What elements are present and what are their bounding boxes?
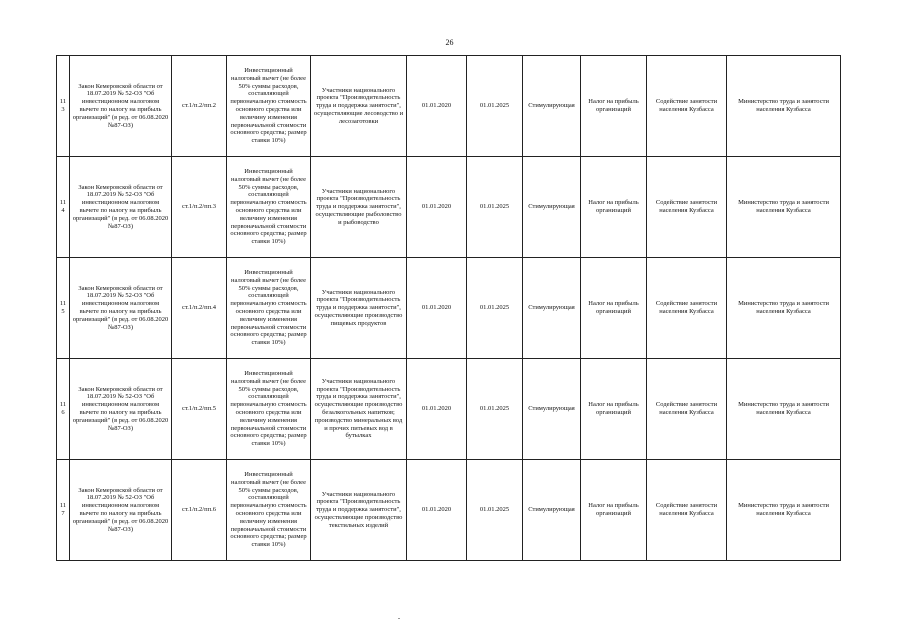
start-date: 01.01.2020 (407, 460, 467, 561)
end-date: 01.01.2025 (467, 56, 523, 157)
tax-name: Налог на прибыль организаций (581, 157, 647, 258)
law-reference: Закон Кемеровской области от 18.07.2019 № 52-ОЗ "Об инвестиционном налоговом вычете по налогу на прибыль организаций" (в ред. от 06.08.2020 №87-ОЗ) (70, 258, 172, 359)
benefit-recipients: Участники национального проекта "Производительность труда и поддержка занятости", осуществляющие производство пищевых продуктов (311, 258, 407, 359)
benefit-type: Стимулирующая (523, 460, 581, 561)
law-reference: Закон Кемеровской области от 18.07.2019 № 52-ОЗ "Об инвестиционном налоговом вычете по налогу на прибыль организаций" (в ред. от 06.08.2020 №87-ОЗ) (70, 157, 172, 258)
table-row (57, 157, 841, 258)
start-date: 01.01.2020 (407, 359, 467, 460)
benefit-description: Инвестиционный налоговый вычет (не более 50% суммы расходов, составляющей первоначальную стоимость основного средства или величину изменения первоначальной стоимости основного средства; размер ставки 10%) (227, 157, 311, 258)
curator-ministry: Министерство труда и занятости населения Кузбасса (727, 359, 841, 460)
table-row (57, 460, 841, 561)
article-reference: ст.1/п.2/пп.6 (172, 460, 227, 561)
benefit-goal: Содействие занятости населения Кузбасса (647, 359, 727, 460)
benefit-goal: Содействие занятости населения Кузбасса (647, 258, 727, 359)
table-body (57, 56, 841, 561)
table-row (57, 56, 841, 157)
tax-name: Налог на прибыль организаций (581, 258, 647, 359)
article-reference: ст.1/п.2/пп.2 (172, 56, 227, 157)
benefit-type: Стимулирующая (523, 56, 581, 157)
row-number: 113 (57, 56, 70, 157)
benefit-type: Стимулирующая (523, 258, 581, 359)
benefit-description: Инвестиционный налоговый вычет (не более 50% суммы расходов, составляющей первоначальную стоимость основного средства или величину изменения первоначальной стоимости основного средства; размер ставки 10%) (227, 460, 311, 561)
table-row (57, 258, 841, 359)
benefit-goal: Содействие занятости населения Кузбасса (647, 460, 727, 561)
curator-ministry: Министерство труда и занятости населения Кузбасса (727, 460, 841, 561)
benefit-description: Инвестиционный налоговый вычет (не более 50% суммы расходов, составляющей первоначальную стоимость основного средства или величину изменения первоначальной стоимости основного средства; размер ставки 10%) (227, 56, 311, 157)
row-number: 116 (57, 359, 70, 460)
benefit-recipients: Участники национального проекта "Производительность труда и поддержка занятости", осуществляющие производство безалкогольных напитков; производство минеральных вод и прочих питьевых вод в бутылках (311, 359, 407, 460)
end-date: 01.01.2025 (467, 258, 523, 359)
law-reference: Закон Кемеровской области от 18.07.2019 № 52-ОЗ "Об инвестиционном налоговом вычете по налогу на прибыль организаций" (в ред. от 06.08.2020 №87-ОЗ) (70, 56, 172, 157)
benefit-goal: Содействие занятости населения Кузбасса (647, 157, 727, 258)
benefit-type: Стимулирующая (523, 359, 581, 460)
row-number: 117 (57, 460, 70, 561)
benefit-recipients: Участники национального проекта "Производительность труда и поддержка занятости", осуществляющие лесоводство и лесозаготовки (311, 56, 407, 157)
article-reference: ст.1/п.2/пп.3 (172, 157, 227, 258)
article-reference: ст.1/п.2/пп.4 (172, 258, 227, 359)
benefit-recipients: Участники национального проекта "Производительность труда и поддержка занятости", осуществляющие рыболовство и рыбоводство (311, 157, 407, 258)
curator-ministry: Министерство труда и занятости населения Кузбасса (727, 157, 841, 258)
start-date: 01.01.2020 (407, 258, 467, 359)
row-number: 115 (57, 258, 70, 359)
law-reference: Закон Кемеровской области от 18.07.2019 № 52-ОЗ "Об инвестиционном налоговом вычете по налогу на прибыль организаций" (в ред. от 06.08.2020 №87-ОЗ) (70, 460, 172, 561)
curator-ministry: Министерство труда и занятости населения Кузбасса (727, 258, 841, 359)
scan-speck (398, 618, 400, 619)
end-date: 01.01.2025 (467, 157, 523, 258)
start-date: 01.01.2020 (407, 56, 467, 157)
benefit-goal: Содействие занятости населения Кузбасса (647, 56, 727, 157)
start-date: 01.01.2020 (407, 157, 467, 258)
tax-name: Налог на прибыль организаций (581, 460, 647, 561)
curator-ministry: Министерство труда и занятости населения Кузбасса (727, 56, 841, 157)
benefit-recipients: Участники национального проекта "Производительность труда и поддержка занятости", осуществляющие производство текстильных изделий (311, 460, 407, 561)
article-reference: ст.1/п.2/пп.5 (172, 359, 227, 460)
end-date: 01.01.2025 (467, 460, 523, 561)
law-reference: Закон Кемеровской области от 18.07.2019 № 52-ОЗ "Об инвестиционном налоговом вычете по налогу на прибыль организаций" (в ред. от 06.08.2020 №87-ОЗ) (70, 359, 172, 460)
tax-name: Налог на прибыль организаций (581, 56, 647, 157)
row-number: 114 (57, 157, 70, 258)
tax-benefits-table (56, 55, 841, 561)
benefit-description: Инвестиционный налоговый вычет (не более 50% суммы расходов, составляющей первоначальную стоимость основного средства или величину изменения первоначальной стоимости основного средства; размер ставки 10%) (227, 359, 311, 460)
end-date: 01.01.2025 (467, 359, 523, 460)
tax-name: Налог на прибыль организаций (581, 359, 647, 460)
table-row (57, 359, 841, 460)
page-number: 26 (445, 38, 454, 47)
benefit-type: Стимулирующая (523, 157, 581, 258)
benefit-description: Инвестиционный налоговый вычет (не более 50% суммы расходов, составляющей первоначальную стоимость основного средства или величину изменения первоначальной стоимости основного средства; размер ставки 10%) (227, 258, 311, 359)
